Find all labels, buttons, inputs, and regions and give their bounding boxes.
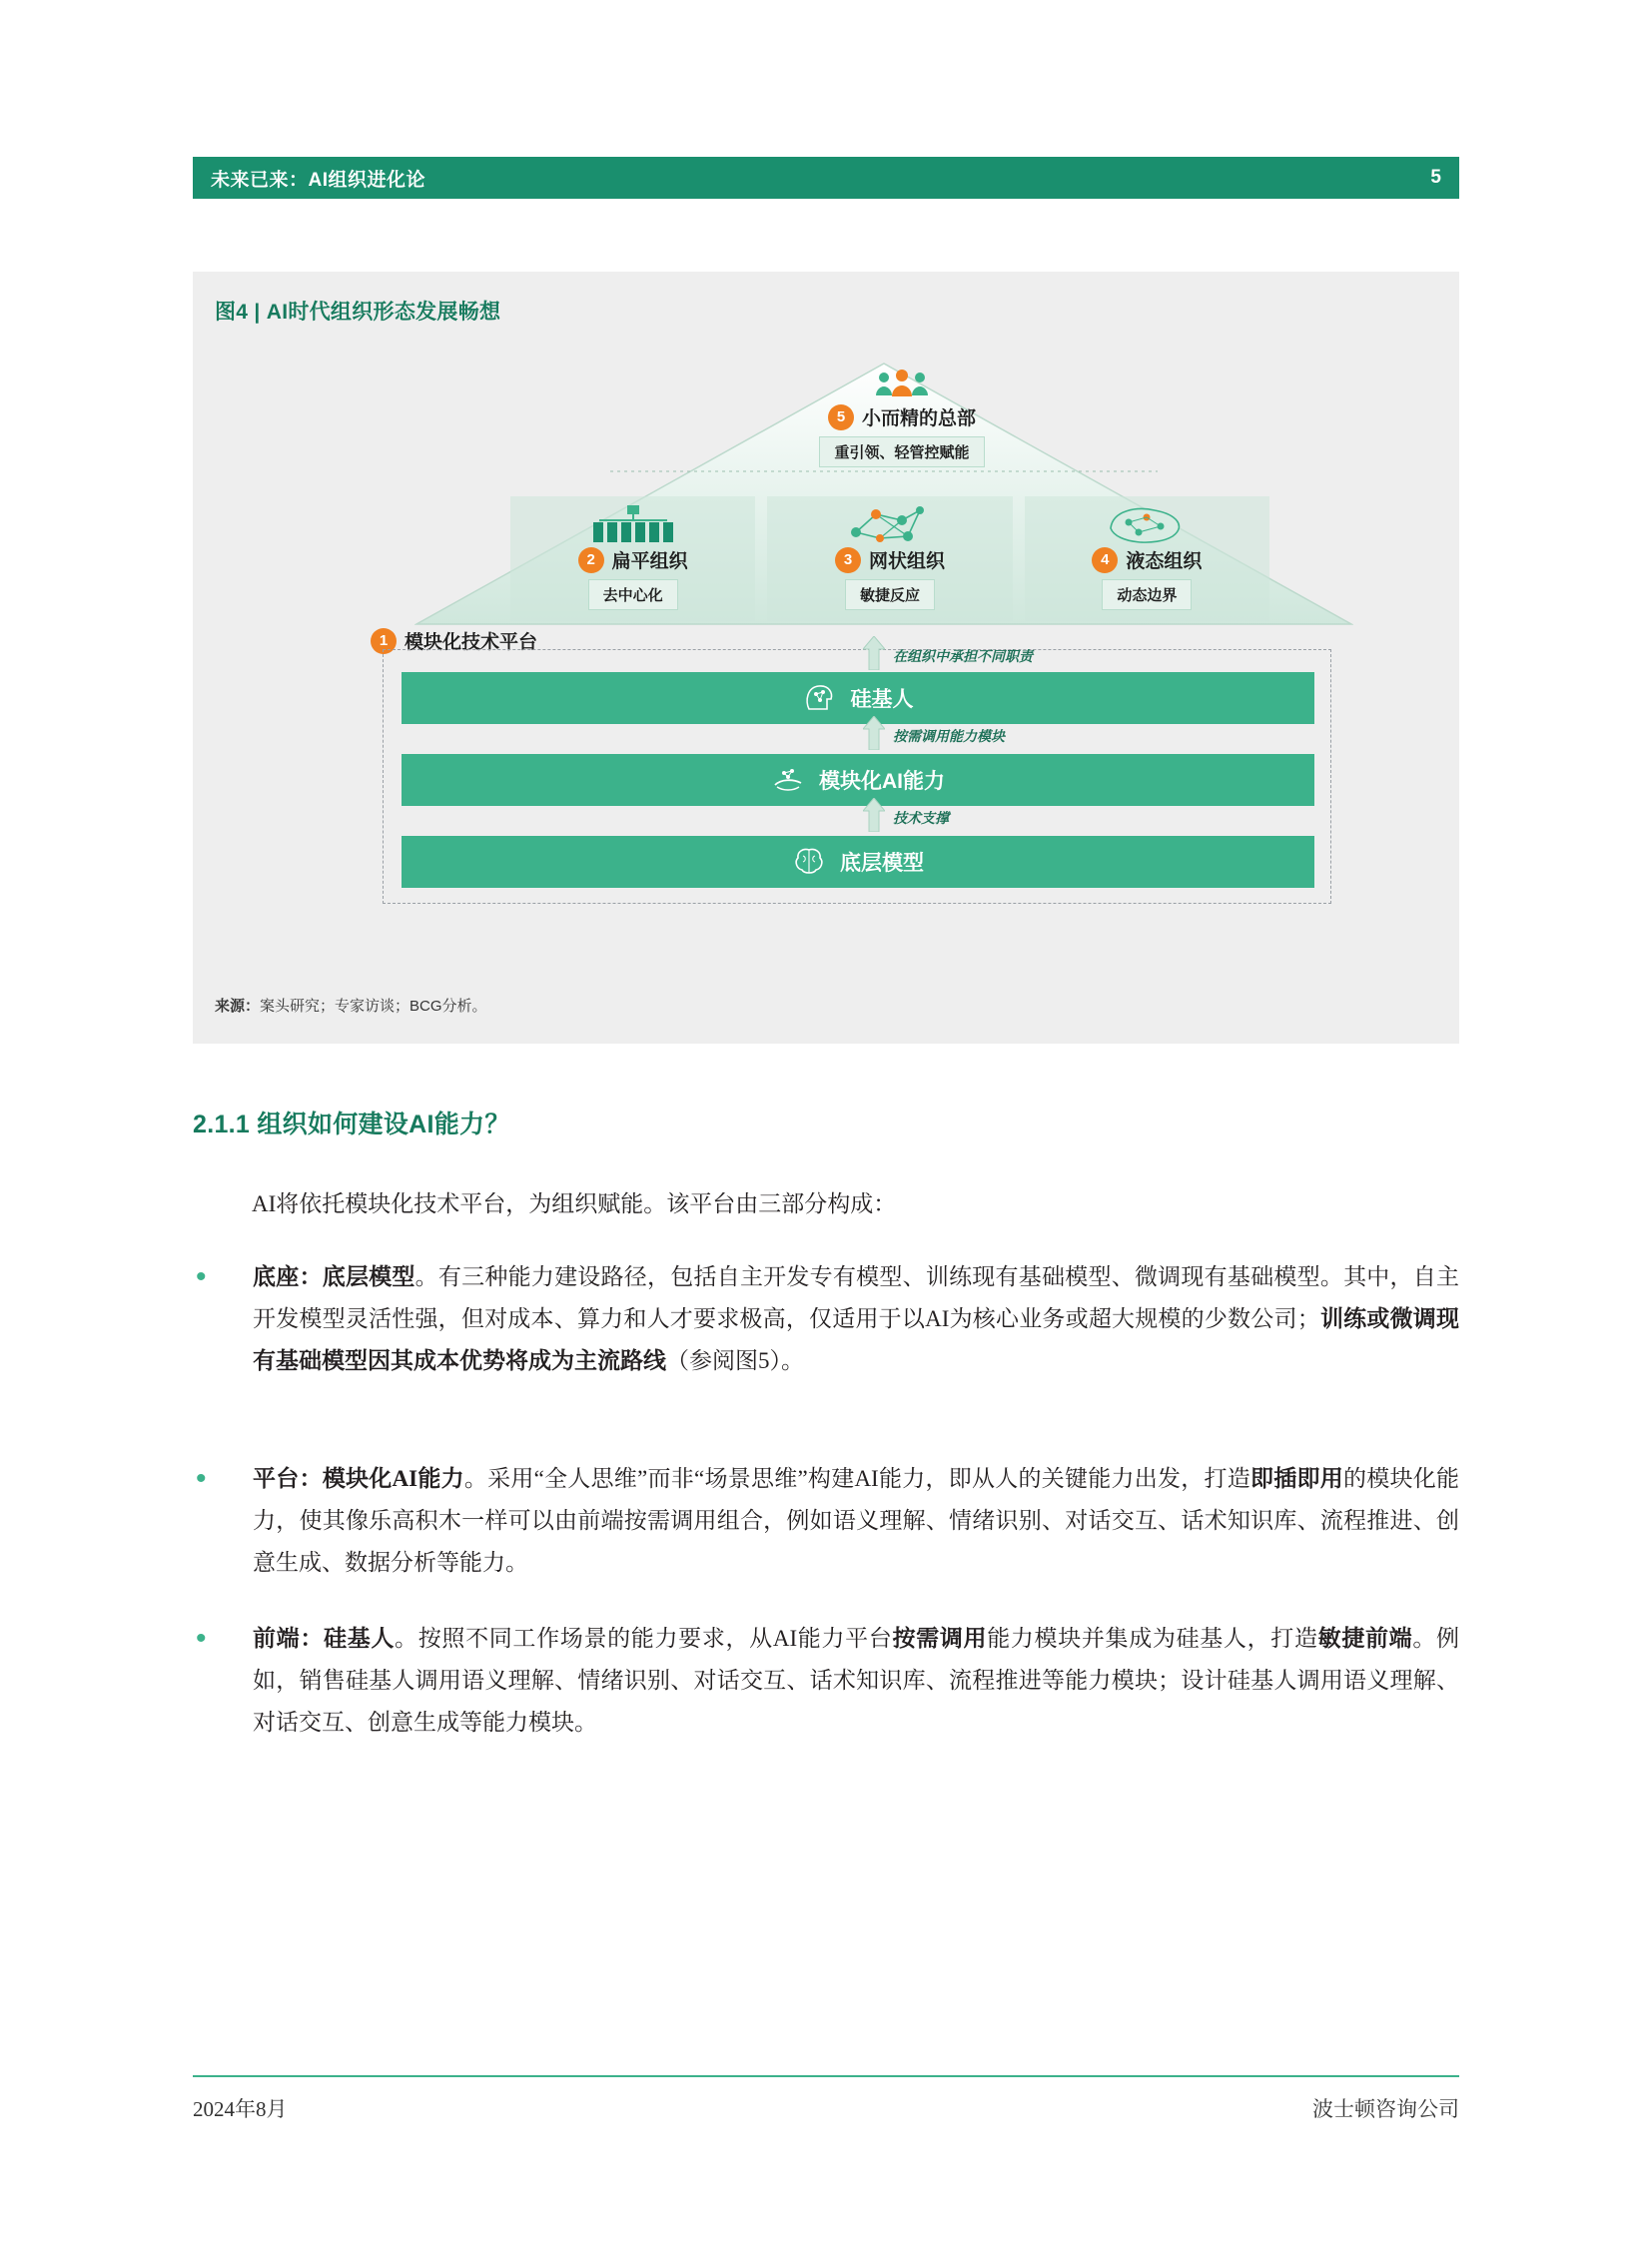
layer-silicon-human	[402, 672, 1314, 724]
header-title: 未来已来：AI组织进化论	[211, 169, 426, 191]
node-4-fluid-org	[1025, 496, 1269, 621]
node-4-label: 液态组织	[1126, 551, 1203, 572]
people-icon	[874, 370, 930, 399]
layer-foundation-model	[402, 836, 1314, 888]
node-2-subchip: 去中心化	[588, 579, 678, 610]
ai-head-icon	[803, 681, 837, 715]
brain-icon	[792, 845, 826, 879]
header-page-number: 5	[1430, 167, 1441, 188]
node-2-badge: 2	[578, 547, 604, 573]
bullet-2-emph: 即插即用	[1249, 1466, 1343, 1491]
bullet-3-body-2: 能力模块并集成为硅基人，打造	[987, 1626, 1318, 1651]
footer-company: 波士顿咨询公司	[1312, 2097, 1459, 2121]
node-5-badge: 5	[828, 404, 854, 430]
arrow-note-1: 在组织中承担不同职责	[893, 648, 1033, 664]
bullet-marker-3: •	[196, 1622, 207, 1655]
org-chart-icon	[510, 502, 755, 546]
up-arrow-icon-2	[863, 716, 885, 750]
layer-modular-ai	[402, 754, 1314, 806]
section-heading: 2.1.1 组织如何建设AI能力？	[193, 1111, 510, 1138]
node-1-badge: 1	[371, 628, 397, 654]
platform-stack	[383, 649, 1331, 904]
page-header	[193, 157, 1459, 199]
footer-divider	[193, 2075, 1459, 2077]
bullet-1-emph: 训练或微调现有基础模型因其成本优势将成为主流路线	[253, 1306, 1459, 1373]
diagram-canvas	[193, 332, 1459, 951]
bullet-text-1	[253, 1256, 1459, 1382]
node-3-badge: 3	[835, 547, 861, 573]
node-3-subchip: 敏捷反应	[845, 579, 935, 610]
bullet-2-body-1: 。采用“全人思维”而非“场景思维”构建AI能力，即从人的关键能力出发，打造	[463, 1466, 1250, 1491]
node-3-network-org	[767, 496, 1012, 621]
node-5-subchip: 重引领、轻管控赋能	[819, 436, 984, 467]
bullet-1-body-1: 。有三种能力建设路径，包括自主开发专有模型、训练现有基础模型、微调现有基础模型。其中，自主开发模型灵活性强，但对成本、算力和人才要求极高，仅适用于以AI为核心业务或超大规模的少数公司；	[253, 1264, 1460, 1331]
arrow-note-3: 技术支撑	[893, 810, 949, 826]
exhibit-source	[215, 995, 487, 1016]
bullet-2-lead: 平台：模块化AI能力	[253, 1466, 464, 1491]
node-5-hq	[752, 370, 1052, 467]
layer-1-label: 硅基人	[850, 688, 914, 711]
intro-paragraph: AI将依托模块化技术平台，为组织赋能。该平台由三部分构成：	[252, 1191, 897, 1216]
bullet-3-emph: 按需调用	[892, 1626, 988, 1651]
arrow-note-2: 按需调用能力模块	[893, 728, 1005, 744]
layer-3-label: 底层模型	[840, 852, 924, 875]
node-2-label: 扁平组织	[611, 551, 688, 572]
bullet-text-3	[253, 1618, 1459, 1744]
bullet-item-3	[193, 1618, 1459, 1744]
bullet-3-emph-2: 敏捷前端	[1317, 1626, 1413, 1651]
bullet-2-body-2: 的模块化能力，使其像乐高积木一样可以由前端按需调用组合，例如语义理解、情绪识别、对话交互、话术知识库、流程推进、创意生成、数据分析等能力。	[253, 1466, 1460, 1575]
node-3-label: 网状组织	[868, 551, 945, 572]
layer-2-label: 模块化AI能力	[819, 770, 945, 793]
node-2-flat-org	[510, 496, 755, 621]
source-text: 案头研究；专家访谈；BCG分析。	[260, 998, 487, 1015]
node-5-label: 小而精的总部	[861, 408, 976, 429]
up-arrow-icon-1	[863, 636, 885, 670]
bullet-item-2	[193, 1458, 1459, 1584]
source-label: 来源：	[215, 998, 261, 1015]
bullet-1-lead: 底座：底层模型	[253, 1264, 415, 1289]
up-arrow-icon-3	[863, 798, 885, 832]
exhibit-figure-4	[193, 272, 1459, 1044]
node-4-badge: 4	[1092, 547, 1118, 573]
mid-org-blocks	[510, 496, 1269, 621]
node-4-subchip: 动态边界	[1102, 579, 1192, 610]
exhibit-title: 图4 | AI时代组织形态发展畅想	[215, 301, 501, 324]
bullet-text-2	[253, 1458, 1459, 1584]
bullet-marker-2: •	[196, 1462, 207, 1495]
bullet-3-body-1: 。按照不同工作场景的能力要求，从AI能力平台	[395, 1626, 893, 1651]
footer-date: 2024年8月	[193, 2097, 288, 2121]
hand-module-icon	[771, 763, 805, 797]
node-1-label: 模块化技术平台	[405, 632, 538, 653]
fluid-icon	[1025, 502, 1269, 546]
bullet-marker-1: •	[196, 1260, 207, 1293]
bullet-1-body-2: （参阅图5）。	[666, 1348, 804, 1373]
bullet-item-1	[193, 1256, 1459, 1382]
bullet-3-body-3: 。例如，销售硅基人调用语义理解、情绪识别、对话交互、话术知识库、流程推进等能力模块；设计硅基人调用语义理解、对话交互、创意生成等能力模块。	[253, 1626, 1460, 1735]
network-icon	[767, 502, 1012, 546]
bullet-3-lead: 前端：硅基人	[253, 1626, 396, 1651]
